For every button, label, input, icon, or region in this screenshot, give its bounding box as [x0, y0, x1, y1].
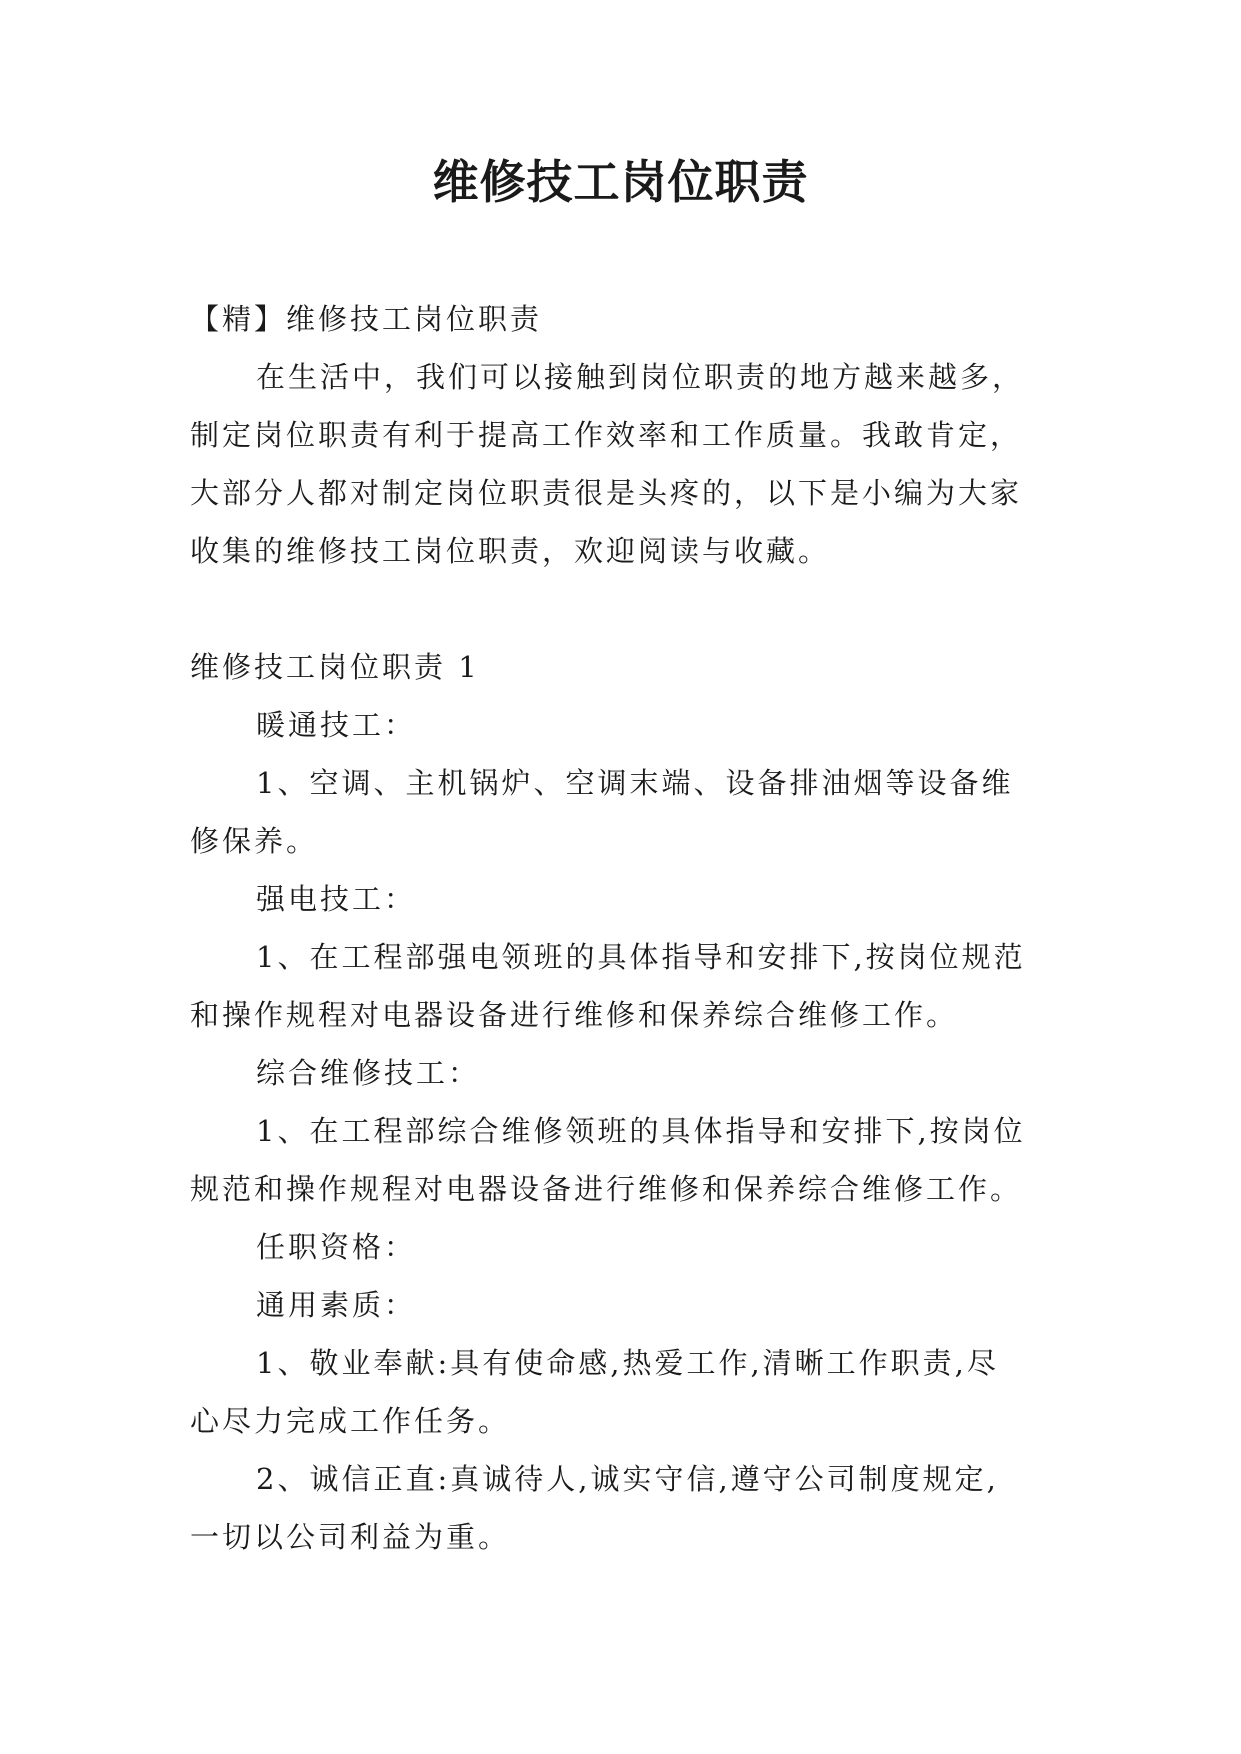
quality-item-line: 一切以公司利益为重。 — [190, 1520, 511, 1554]
intro-line: 收集的维修技工岗位职责，欢迎阅读与收藏。 — [190, 534, 831, 568]
section-heading: 维修技工岗位职责 1 — [190, 650, 480, 684]
intro-line: 在生活中，我们可以接触到岗位职责的地方越来越多， — [256, 360, 1025, 394]
intro-line: 大部分人都对制定岗位职责很是头疼的，以下是小编为大家 — [190, 476, 1023, 510]
general-heading: 综合维修技工： — [256, 1056, 481, 1090]
qualification-heading: 任职资格： — [256, 1230, 417, 1264]
electric-item-line: 和操作规程对电器设备进行维修和保养综合维修工作。 — [190, 998, 959, 1032]
quality-item-line: 1、敬业奉献:具有使命感,热爱工作,清晰工作职责,尽 — [256, 1346, 999, 1380]
hvac-heading: 暖通技工： — [256, 708, 417, 742]
quality-item-line: 2、诚信正直:真诚待人,诚实守信,遵守公司制度规定, — [256, 1462, 999, 1496]
electric-heading: 强电技工： — [256, 882, 417, 916]
hvac-item-line: 修保养。 — [190, 824, 319, 858]
paragraph-gap — [190, 580, 1070, 638]
intro-line: 制定岗位职责有利于提高工作效率和工作质量。我敢肯定， — [190, 418, 1023, 452]
electric-item-line: 1、在工程部强电领班的具体指导和安排下,按岗位规范 — [256, 940, 1026, 974]
general-item-line: 规范和操作规程对电器设备进行维修和保养综合维修工作。 — [190, 1172, 1023, 1206]
hvac-item-line: 1、空调、主机锅炉、空调末端、设备排油烟等设备维 — [256, 766, 1014, 800]
general-item-line: 1、在工程部综合维修领班的具体指导和安排下,按岗位 — [256, 1114, 1026, 1148]
quality-heading: 通用素质： — [256, 1288, 417, 1322]
document-subtitle: 【精】维修技工岗位职责 — [190, 302, 543, 336]
document-body — [190, 290, 1070, 1566]
document-title: 维修技工岗位职责 — [432, 155, 809, 209]
quality-item-line: 心尽力完成工作任务。 — [190, 1404, 511, 1438]
